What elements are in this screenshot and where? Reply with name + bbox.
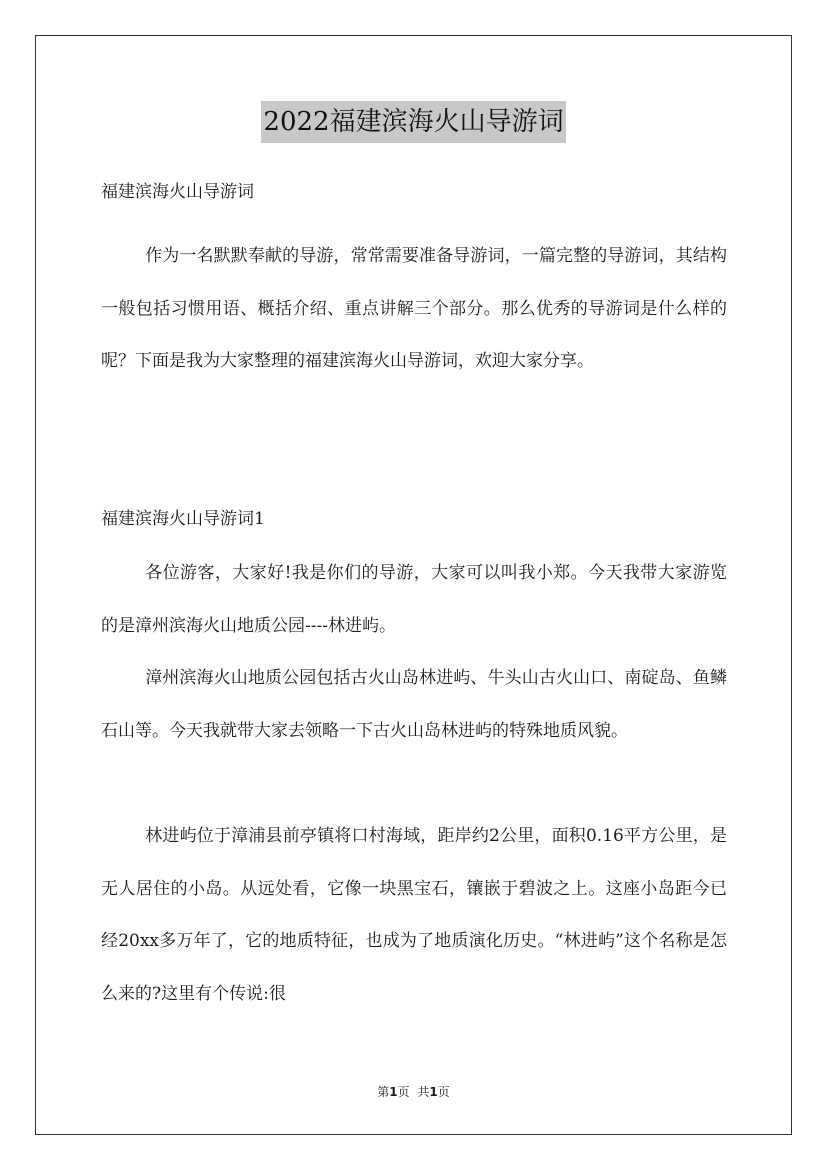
section-heading: 福建滨海火山导游词1 (101, 509, 265, 529)
body-paragraph-1: 各位游客，大家好!我是你们的导游，大家可以叫我小郑。今天我带大家游览的是漳州滨海火山地质公园----林进屿。 (101, 563, 727, 636)
body-paragraph-2: 漳州滨海火山地质公园包括古火山岛林进屿、牛头山古火山口、南碇岛、鱼鳞石山等。今天我就带大家去领略一下古火山岛林进屿的特殊地质风貌。 (101, 668, 727, 741)
page-number: 1 (389, 1085, 398, 1099)
body-paragraph-3: 林进屿位于漳浦县前亭镇将口村海域，距岸约2公里，面积0.16平方公里，是无人居住的小岛。从远处看，它像一块黑宝石，镶嵌于碧波之上。这座小岛距今已经20xx多万年了，它的地质特征，也成为了地质演化历史。“林进屿”这个名称是怎么来的?这里有个传说:很 (101, 826, 727, 1004)
total-pages: 1 (429, 1085, 438, 1099)
page-suffix: 页 (397, 1085, 410, 1099)
document-subtitle: 福建滨海火山导游词 (101, 182, 254, 202)
intro-paragraph: 作为一名默默奉献的导游，常常需要准备导游词，一篇完整的导游词，其结构一般包括习惯用语、概括介绍、重点讲解三个部分。那么优秀的导游词是什么样的呢？下面是我为大家整理的福建滨海火山导游词，欢迎大家分享。 (101, 246, 727, 371)
title-container (0, 101, 827, 143)
document-title: 2022福建滨海火山导游词 (261, 101, 565, 143)
total-suffix: 页 (437, 1085, 450, 1099)
total-prefix: 共 (417, 1085, 430, 1099)
page-footer (0, 1082, 827, 1102)
page-prefix: 第 (377, 1085, 390, 1099)
